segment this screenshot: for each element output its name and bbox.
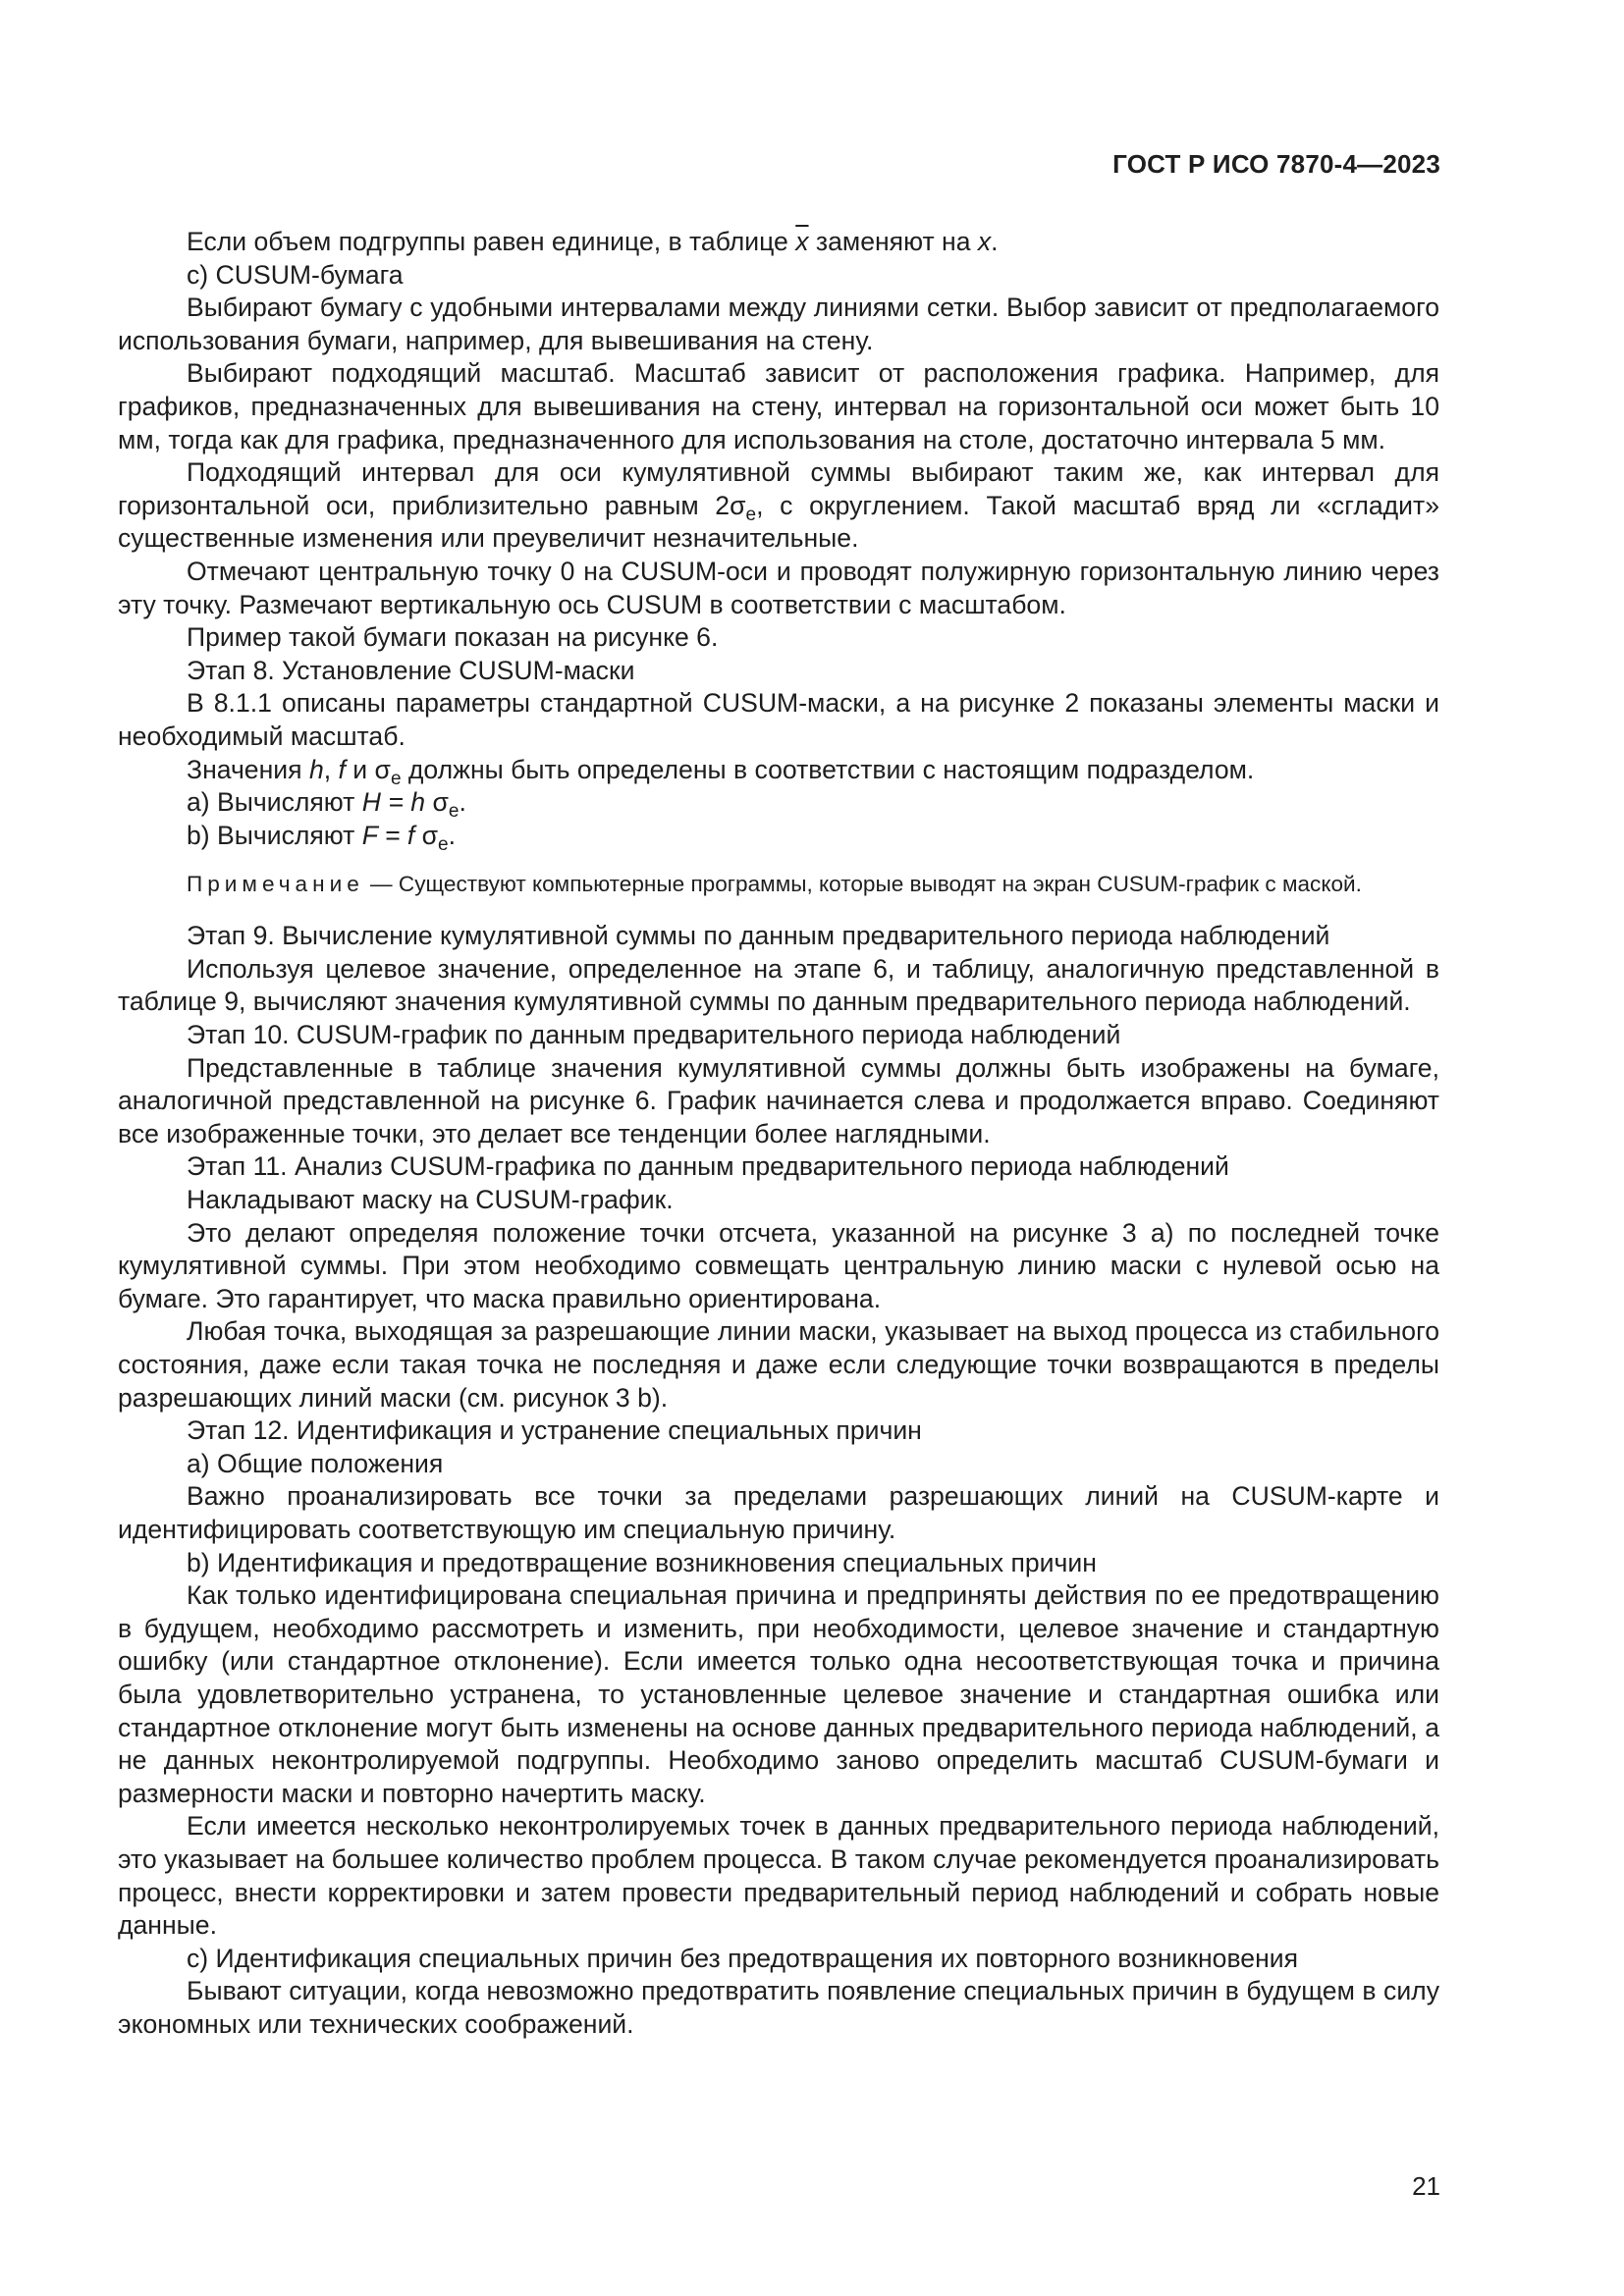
note-text: — Существуют компьютерные программы, которые выводят на экран CUSUM-график с маской. [363,872,1362,897]
page-body [118,226,1439,2041]
subsection-heading: c) Идентификация специальных причин без предотвращения их повторного возникновения [187,1943,1299,1973]
paragraph: Любая точка, выходящая за разрешающие линии маски, указывает на выход процесса из стабильного состояния, даже если такая точка не последняя и даже если следующие точки возвращаются в пределы разрешающих линий маски (см. рисунок 3 b). [118,1316,1439,1413]
step-heading: Этап 12. Идентификация и устранение специальных причин [187,1415,922,1446]
subsection-heading: c) CUSUM-бумага [187,259,404,290]
document-id: ГОСТ Р ИСО 7870-4—2023 [1112,149,1440,179]
note [118,870,1439,898]
x-bar-symbol: $\overline{x}$ [795,227,809,256]
paragraph: Если имеется несколько неконтролируемых точек в данных предварительного периода наблюдений, это указывает на большее количество проблем процесса. В таком случае рекомендуется проанализировать процесс, внести корректировки и затем провести предварительный период наблюдений и собрать новые данные. [118,1811,1439,1941]
paragraph: Представленные в таблице значения кумулятивной суммы должны быть изображены на бумаге, аналогичной представленной на рисунке 6. График начинается слева и продолжается вправо. Соединяют все изображенные точки, это делает все тенденции более наглядными. [118,1052,1439,1148]
paragraph: Это делают определяя положение точки отсчета, указанной на рисунке 3 a) по последней точке кумулятивной суммы. При этом необходимо совмещать центральную линию маски с нулевой осью на бумаге. Это гарантирует, что маска правильно ориентирована. [118,1217,1439,1313]
paragraph: Важно проанализировать все точки за пределами разрешающих линий на CUSUM-карте и идентифицировать соответствующую им специальную причину. [118,1481,1439,1544]
paragraph: Накладывают маску на CUSUM-график. [187,1185,674,1215]
subsection-heading: b) Идентификация и предотвращение возникновения специальных причин [187,1547,1097,1577]
formula-item: b) Вычисляют F = f $\sigma_e$. [187,820,456,855]
paragraph: Как только идентифицирована специальная причина и предприняты действия по ее предотвращению в будущем, необходимо рассмотреть и изменить, при необходимости, целевое значение и стандартную ошибку (или стандартное отклонение). Если имеется только одна несоответствующая точка и причина была удовлетворительно устранена, то установленные целевое значение и стандартная ошибка или стандартное отклонение могут быть изменены на основе данных предварительного периода наблюдений, а не данных неконтролируемой подгруппы. Необходимо заново определить масштаб CUSUM-бумаги и размерности маски и повторно начертить маску. [118,1580,1439,1808]
paragraph: Отмечают центральную точку 0 на CUSUM-оси и проводят полужирную горизонтальную линию через эту точку. Размечают вертикальную ось CUSUM в соответствии с масштабом. [118,556,1439,619]
paragraph: Выбирают подходящий масштаб. Масштаб зависит от расположения графика. Например, для графиков, предназначенных для вывешивания на стену, интервал на горизонтальной оси может быть 10 мм, тогда как для графика, предназначенного для использования на столе, достаточно интервала 5 мм. [118,358,1439,454]
paragraph: Выбирают бумагу с удобными интервалами между линиями сетки. Выбор зависит от предполагаемого использования бумаги, например, для вывешивания на стену. [118,293,1439,355]
formula-item: a) Вычисляют H = h $\sigma_e$. [187,787,466,823]
paragraph: Бывают ситуации, когда невозможно предотвратить появление специальных причин в будущем в силу экономных или технических соображений. [118,1976,1439,2039]
step-heading: Этап 8. Установление CUSUM-маски [187,655,635,685]
paragraph: В 8.1.1 описаны параметры стандартной CUSUM-маски, а на рисунке 2 показаны элементы маски и необходимый масштаб. [118,688,1439,751]
note-label: Примечание [187,872,364,897]
x-symbol: x [977,227,992,256]
paragraph: Значения h, f и $\sigma_e$ должны быть определены в соответствии с настоящим подразделом. [187,754,1255,789]
page-number: 21 [1412,2171,1440,2201]
document-header [1112,149,1440,180]
step-heading: Этап 9. Вычисление кумулятивной суммы по данным предварительного периода наблюдений [187,921,1330,951]
paragraph: Если объем подгруппы равен единице, в таблице $\overline{x}$ заменяют на x. [187,227,999,256]
step-heading: Этап 11. Анализ CUSUM-графика по данным предварительного периода наблюдений [187,1151,1229,1182]
subsection-heading: a) Общие положения [187,1448,444,1478]
paragraph: Используя целевое значение, определенное на этапе 6, и таблицу, аналогичную представленной в таблице 9, вычисляют значения кумулятивной суммы по данным предварительного периода наблюдений. [118,953,1439,1017]
paragraph: Пример такой бумаги показан на рисунке 6. [187,622,719,653]
step-heading: Этап 10. CUSUM-график по данным предварительного периода наблюдений [187,1020,1121,1050]
paragraph: Подходящий интервал для оси кумулятивной суммы выбирают таким же, как интервал для горизонтальной оси, приблизительно равным $2\sigma_e$, с округлением. Такой масштаб вряд ли «сгладит» существенные изменения или преувеличит незначительные. [118,457,1439,554]
